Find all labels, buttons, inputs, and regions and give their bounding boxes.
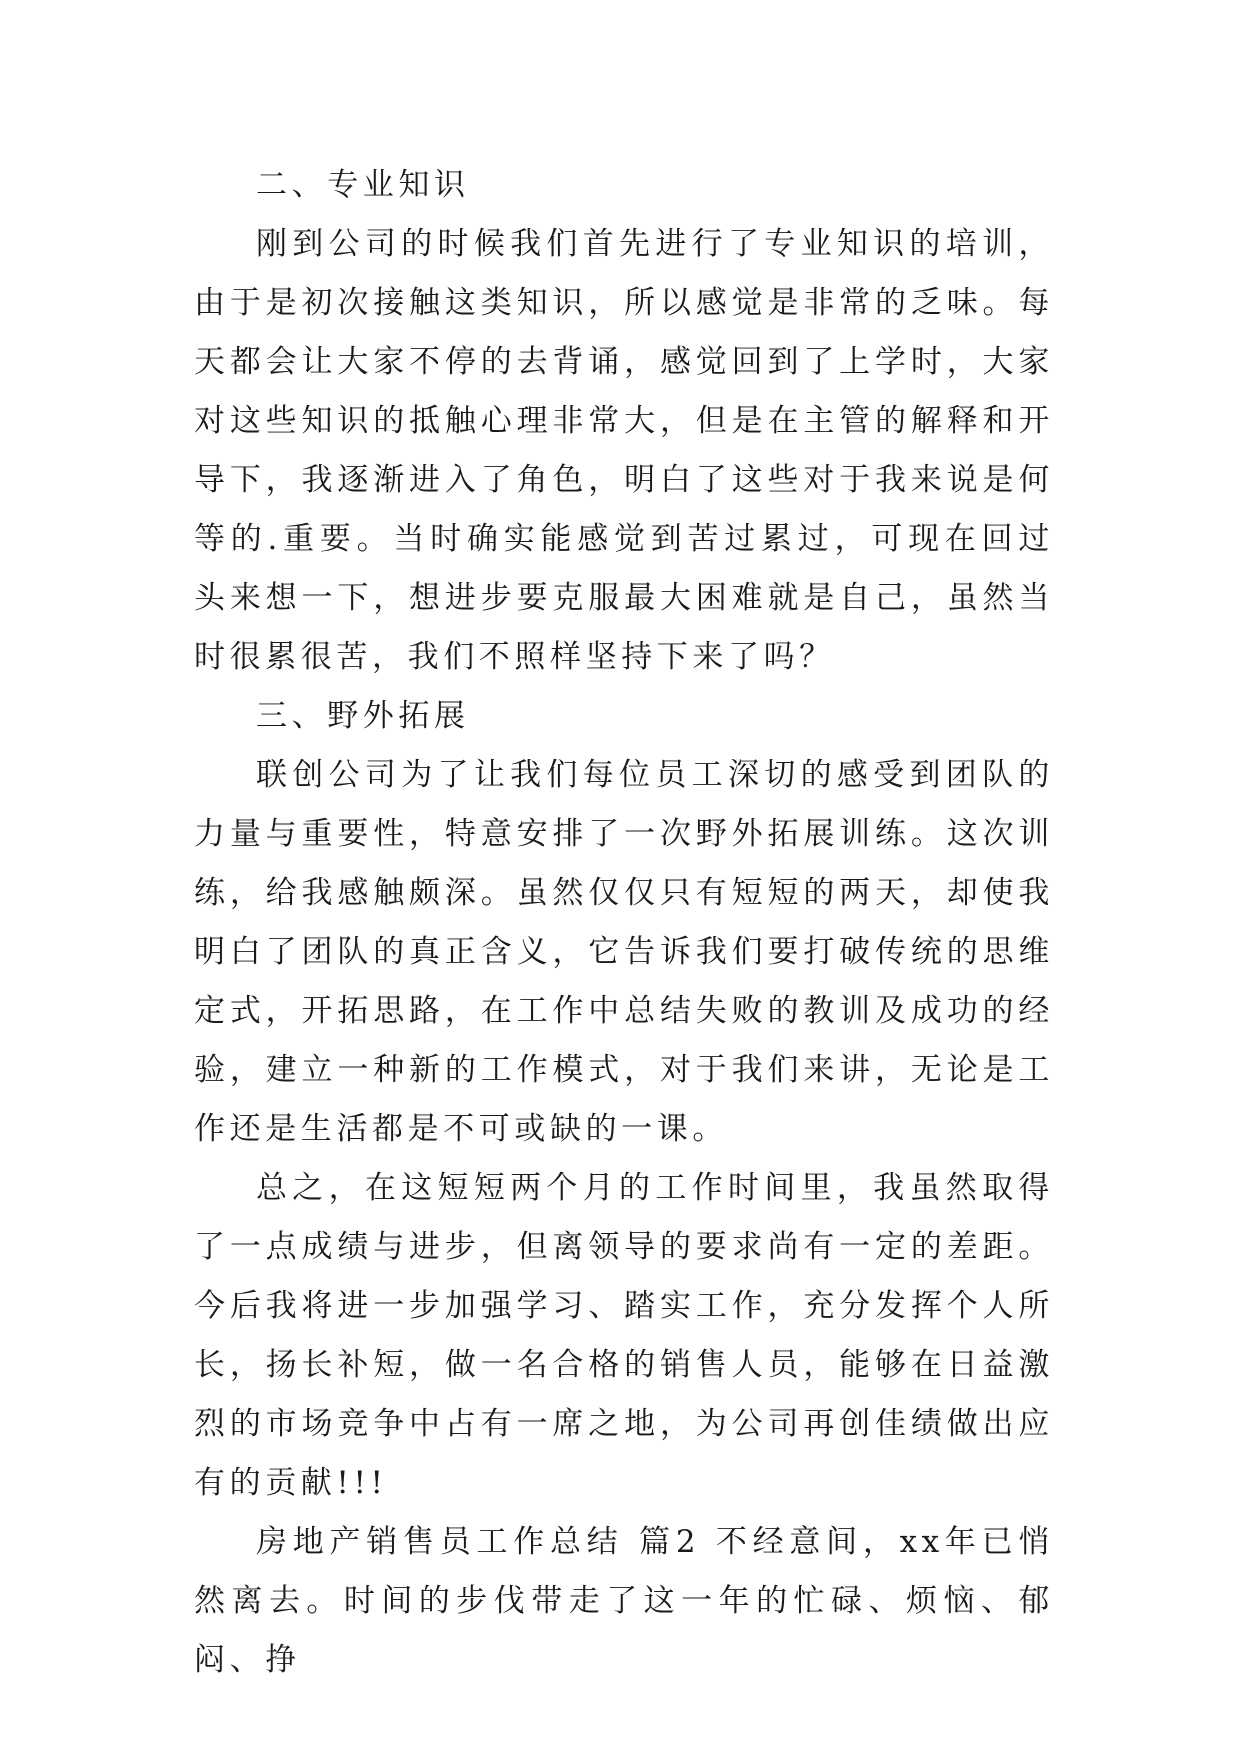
paragraph-summary: 总之，在这短短两个月的工作时间里，我虽然取得了一点成绩与进步，但离领导的要求尚有一定的差距。今后我将进一步加强学习、踏实工作，充分发挥个人所长，扬长补短，做一名合格的销售人员，能够在日益激烈的市场竞争中占有一席之地，为公司再创佳绩做出应有的贡献!!!	[194, 1170, 1054, 1501]
section-heading-professional-knowledge: 二、专业知识	[256, 167, 470, 203]
paragraph-article-2-intro: 房地产销售员工作总结 篇2 不经意间，xx年已悄然离去。时间的步伐带走了这一年的忙碌、烦恼、郁闷、挣	[194, 1524, 1054, 1678]
paragraph-outdoor-expansion: 联创公司为了让我们每位员工深切的感受到团队的力量与重要性，特意安排了一次野外拓展训练。这次训练，给我感触颇深。虽然仅仅只有短短的两天，却使我明白了团队的真正含义，它告诉我们要打破传统的思维定式，开拓思路，在工作中总结失败的教训及成功的经验，建立一种新的工作模式，对于我们来讲，无论是工作还是生活都是不可或缺的一课。	[194, 757, 1054, 1147]
paragraph-professional-knowledge: 刚到公司的时候我们首先进行了专业知识的培训，由于是初次接触这类知识，所以感觉是非常的乏味。每天都会让大家不停的去背诵，感觉回到了上学时，大家对这些知识的抵触心理非常大，但是在主管的解释和开导下，我逐渐进入了角色，明白了这些对于我来说是何等的.重要。当时确实能感觉到苦过累过，可现在回过头来想一下，想进步要克服最大困难就是自己，虽然当时很累很苦，我们不照样坚持下来了吗？	[194, 226, 1054, 675]
section-heading-outdoor-expansion: 三、野外拓展	[256, 698, 470, 734]
document-body	[194, 156, 1054, 1690]
